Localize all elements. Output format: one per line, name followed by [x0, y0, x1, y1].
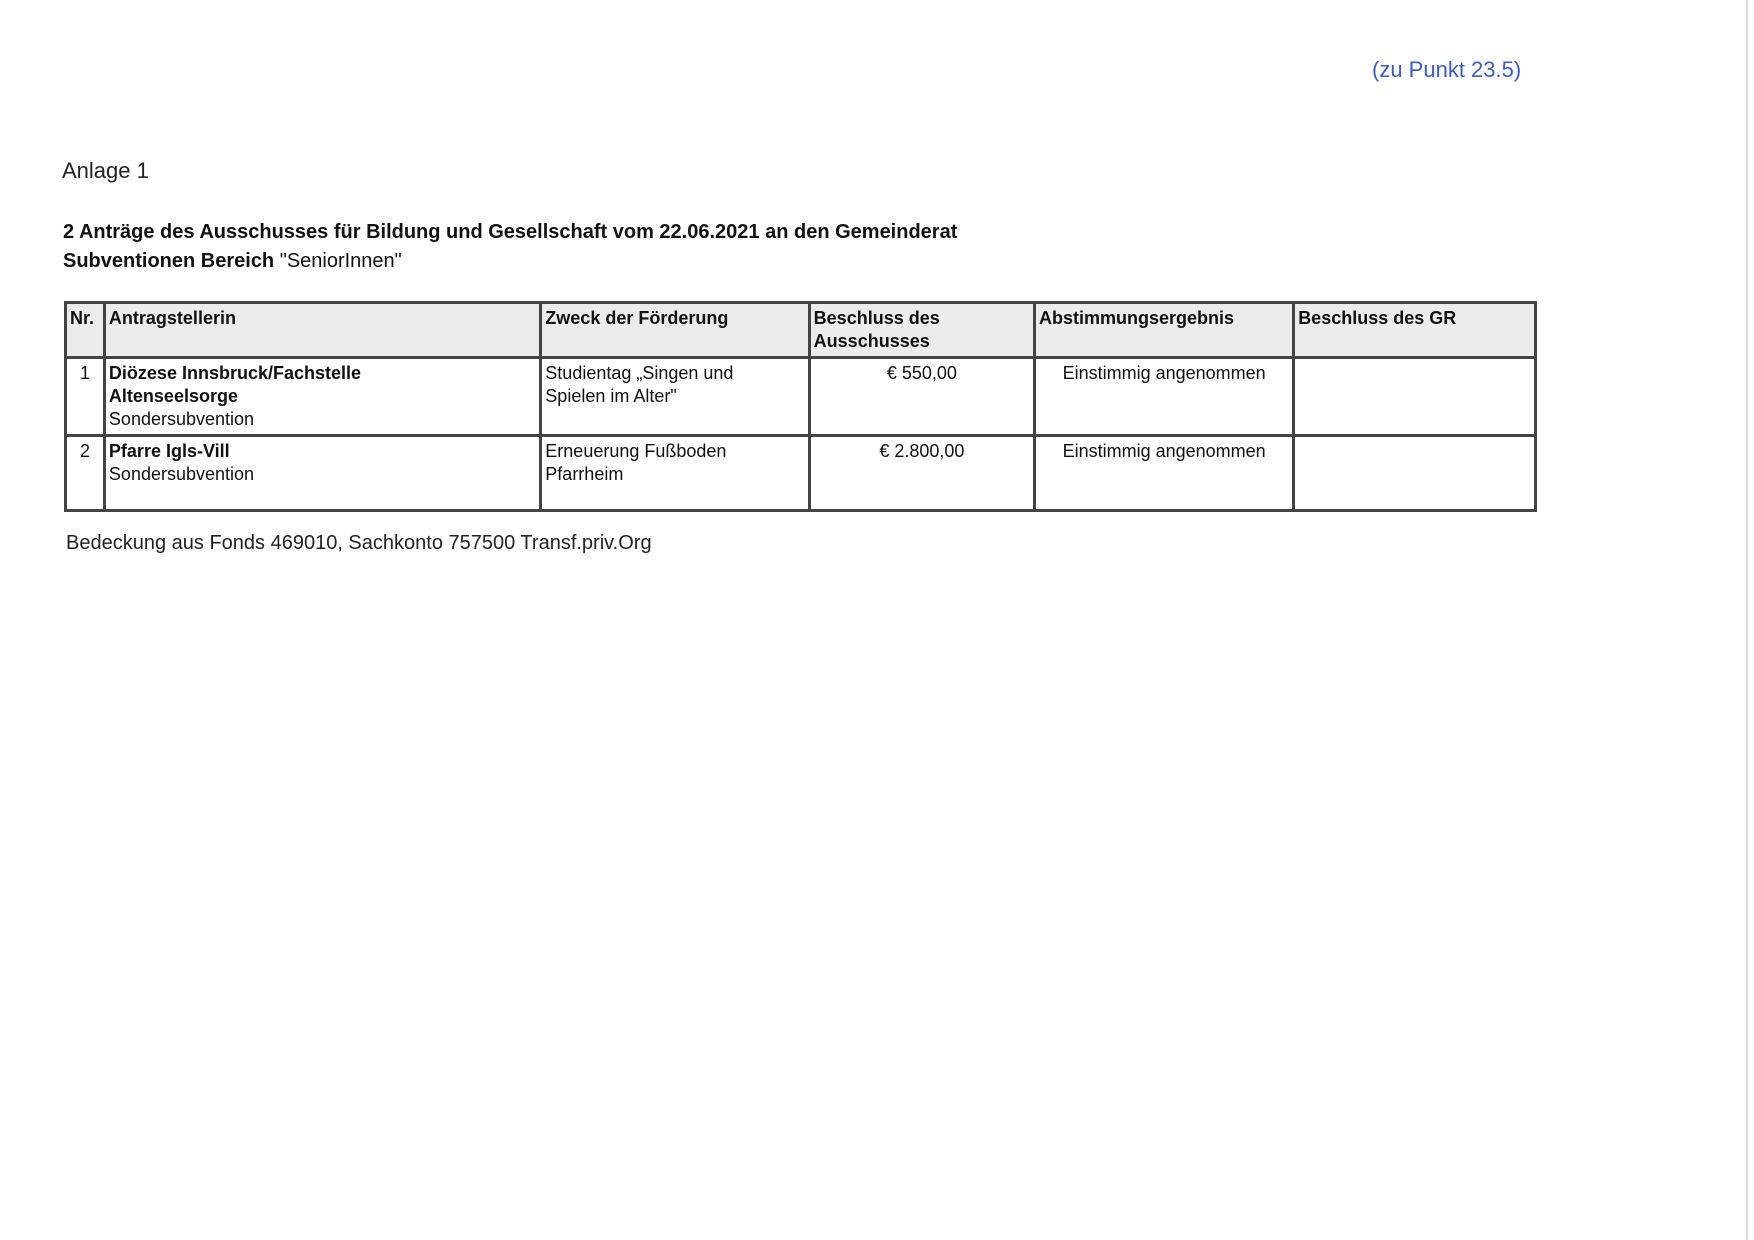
amount-cell: € 550,00	[809, 358, 1034, 436]
attachment-label: Anlage 1	[62, 158, 149, 183]
row-number: 1	[66, 358, 105, 436]
heading-line-2-bold: Subventionen Bereich	[63, 250, 275, 272]
grants-table	[64, 301, 1537, 512]
header-vote-result: Abstimmungsergebnis	[1035, 303, 1294, 358]
table-row	[66, 436, 1536, 511]
applicant-cell	[104, 436, 540, 511]
heading-line-2-rest: "SeniorInnen"	[274, 250, 402, 272]
purpose-cell	[541, 436, 809, 511]
row-number: 2	[66, 436, 105, 511]
purpose-line2: Pfarrheim	[545, 464, 624, 484]
vote-result-cell: Einstimmig angenommen	[1035, 358, 1294, 436]
header-nr: Nr.	[66, 303, 105, 358]
applicant-cell	[104, 358, 540, 436]
agenda-reference: (zu Punkt 23.5)	[1372, 57, 1522, 82]
purpose-cell	[541, 358, 809, 436]
applicant-grant-type: Sondersubvention	[108, 464, 255, 484]
applicant-grant-type: Sondersubvention	[108, 409, 255, 429]
table-row	[66, 358, 1536, 436]
header-committee-decision	[809, 303, 1034, 358]
heading-line-1: 2 Anträge des Ausschusses für Bildung und Gesellschaft vom 22.06.2021 an den Gemeinderat	[63, 221, 958, 243]
applicant-name-line1: Pfarre Igls-Vill	[108, 441, 230, 461]
header-committee-decision-line2: Ausschusses	[813, 331, 930, 351]
heading-line-2	[63, 247, 957, 276]
header-purpose: Zweck der Förderung	[541, 303, 809, 358]
header-committee-decision-line1: Beschluss des	[813, 308, 940, 328]
purpose-line1: Studientag „Singen und	[545, 363, 734, 383]
document-heading	[63, 218, 957, 276]
applicant-name-line1: Diözese Innsbruck/Fachstelle	[108, 363, 362, 383]
council-decision-cell	[1294, 358, 1536, 436]
header-applicant: Antragstellerin	[104, 303, 540, 358]
coverage-note: Bedeckung aus Fonds 469010, Sachkonto 757500 Transf.priv.Org	[66, 532, 652, 554]
purpose-line1: Erneuerung Fußboden	[545, 441, 727, 461]
page-edge-divider	[1746, 0, 1748, 1240]
header-council-decision: Beschluss des GR	[1294, 303, 1536, 358]
amount-cell: € 2.800,00	[809, 436, 1034, 511]
vote-result-cell: Einstimmig angenommen	[1035, 436, 1294, 511]
table-header-row	[66, 303, 1536, 358]
applicant-name-line2: Altenseelsorge	[108, 386, 238, 406]
purpose-line2: Spielen im Alter"	[545, 386, 677, 406]
council-decision-cell	[1294, 436, 1536, 511]
